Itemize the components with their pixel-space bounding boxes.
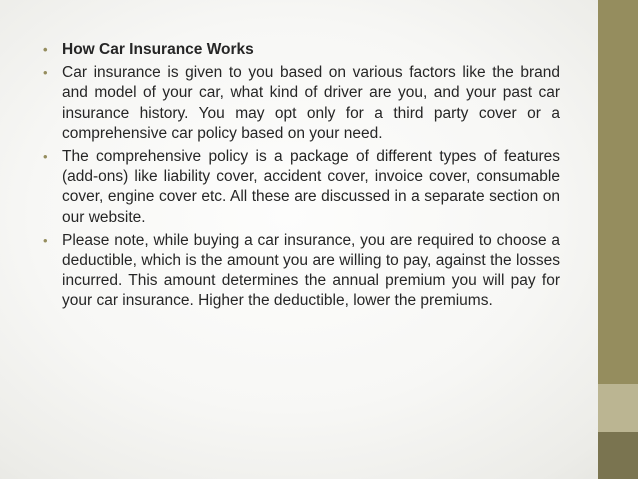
bullet-text: Car insurance is given to you based on various factors like the brand and model of your car, what kind of driver are you, and your past car insurance history. You may opt only for a third party cover or a comprehensive car policy based on your need.: [62, 64, 560, 142]
accent-band-block-light: [598, 384, 638, 432]
bullet-icon: •: [43, 232, 48, 248]
bullet-item: [42, 63, 560, 144]
bullet-text: Please note, while buying a car insurance, you are required to choose a deductible, which is the amount you are willing to pay, against the losses incurred. This amount determines the annual premium you will pay for your car insurance. Higher the deductible, lower the premiums.: [62, 231, 560, 310]
bullet-icon: •: [43, 149, 48, 165]
bullet-icon: •: [43, 42, 48, 57]
accent-band-block-dark: [598, 432, 638, 479]
bullet-text: The comprehensive policy is a package of different types of features (add-ons) like liability cover, accident cover, invoice cover, consumable cover, engine cover etc. All these are discussed in a separate section on our website.: [62, 148, 560, 226]
bullet-item: [42, 231, 560, 312]
bullet-item: [42, 147, 560, 228]
bullet-item-heading: [42, 40, 560, 60]
bullet-icon: •: [43, 65, 48, 81]
bullet-list: [42, 40, 560, 315]
bullet-text: How Car Insurance Works: [62, 41, 254, 58]
